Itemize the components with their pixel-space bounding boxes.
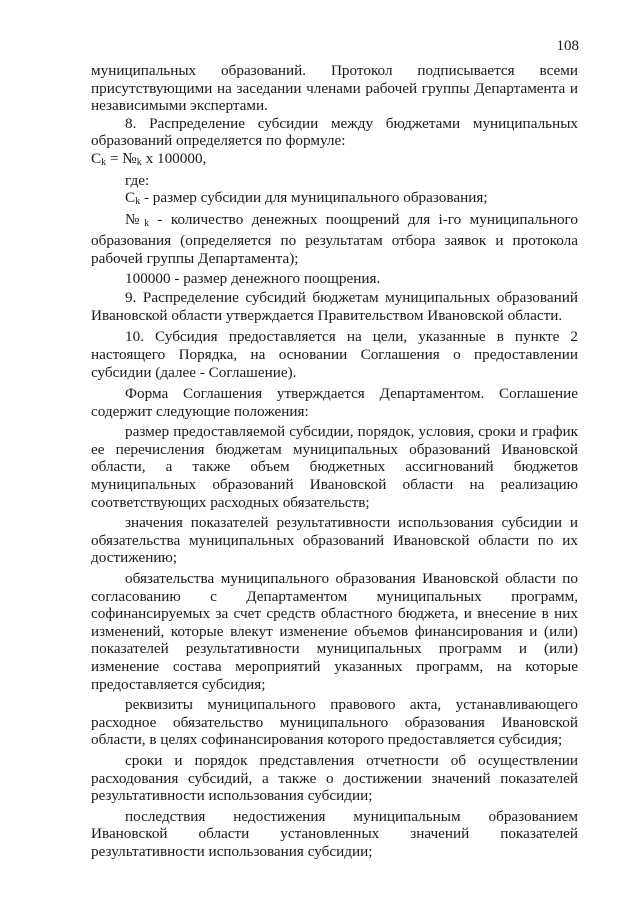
formula-lhs-var: C (91, 149, 102, 167)
formula-lhs-sub: k (101, 156, 107, 168)
list-item: последствия недостижения муниципальным образованием Ивановской области установленных значений показателей результативности использования субсидии; (91, 807, 578, 860)
paragraph-10: 10. Субсидия предоставляется на цели, указанные в пункте 2 настоящего Порядка, на основании Соглашения о предоставлении субсидии (далее - Соглашение). (91, 328, 578, 381)
formula-eq: = № (106, 149, 137, 167)
formula (91, 150, 578, 172)
list-item: реквизиты муниципального правового акта, устанавливающего расходное обязательство муниципального образования Ивановской области, в целях софинансирования которого предоставляется субсидия; (91, 696, 578, 749)
def1-sub: k (135, 196, 141, 208)
paragraph-9: 9. Распределение субсидий бюджетам муниципальных образований Ивановской области утверждается Правительством Ивановской области. (91, 289, 578, 324)
paragraph-8: 8. Распределение субсидии между бюджетами муниципальных образований определяется по формуле: (91, 114, 578, 150)
definition-amount: 100000 - размер денежного поощрения. (125, 269, 381, 287)
formula-rhs-sub: k (136, 156, 142, 168)
where-label: где: (125, 171, 150, 189)
list-item: обязательства муниципального образования Ивановской области по согласованию с Департаментом муниципальных программ, софинансируемых за счет средств областного бюджета, и внесение в них изменений, которые влекут изменение объемов финансирования и (или) показателей результативности муниципальных программ и (или) изменение состава мероприятий указанных программ, на которые предоставляется субсидия; (91, 570, 578, 693)
document-body (91, 62, 578, 861)
formula-rhs-rest: x 100000, (141, 149, 207, 167)
def2-var: № (125, 210, 145, 228)
paragraph-continuation: муниципальных образований. Протокол подписывается всеми присутствующими на заседании членами рабочей группы Департамента и независимыми экспертами. (91, 62, 578, 115)
def2-text: - количество денежных поощрений для i-го муниципального образования (определяется по результатам отбора заявок и протокола рабочей группы Департамента); (91, 210, 578, 267)
definition-nk (91, 211, 578, 268)
page-number: 108 (556, 38, 579, 54)
paragraph-11: Форма Соглашения утверждается Департаментом. Соглашение содержит следующие положения: (91, 385, 578, 420)
definition-ck (91, 189, 578, 211)
def2-sub: k (144, 217, 150, 229)
list-item: сроки и порядок представления отчетности об осуществлении расходования субсидий, а также о достижении значений показателей результативности использования субсидии; (91, 751, 578, 805)
def1-var: C (125, 189, 136, 207)
list-item: размер предоставляемой субсидии, порядок, условия, сроки и график ее перечисления бюджетам муниципальных образований Ивановской области, а также объем бюджетных ассигнований бюджетов муниципальных образований Ивановской области на реализацию соответствующих расходных обязательств; (91, 423, 578, 511)
list-item: значения показателей результативности использования субсидии и обязательства муниципальных образований Ивановской области по их достижению; (91, 514, 578, 567)
def1-text: - размер субсидии для муниципального образования; (140, 189, 488, 207)
